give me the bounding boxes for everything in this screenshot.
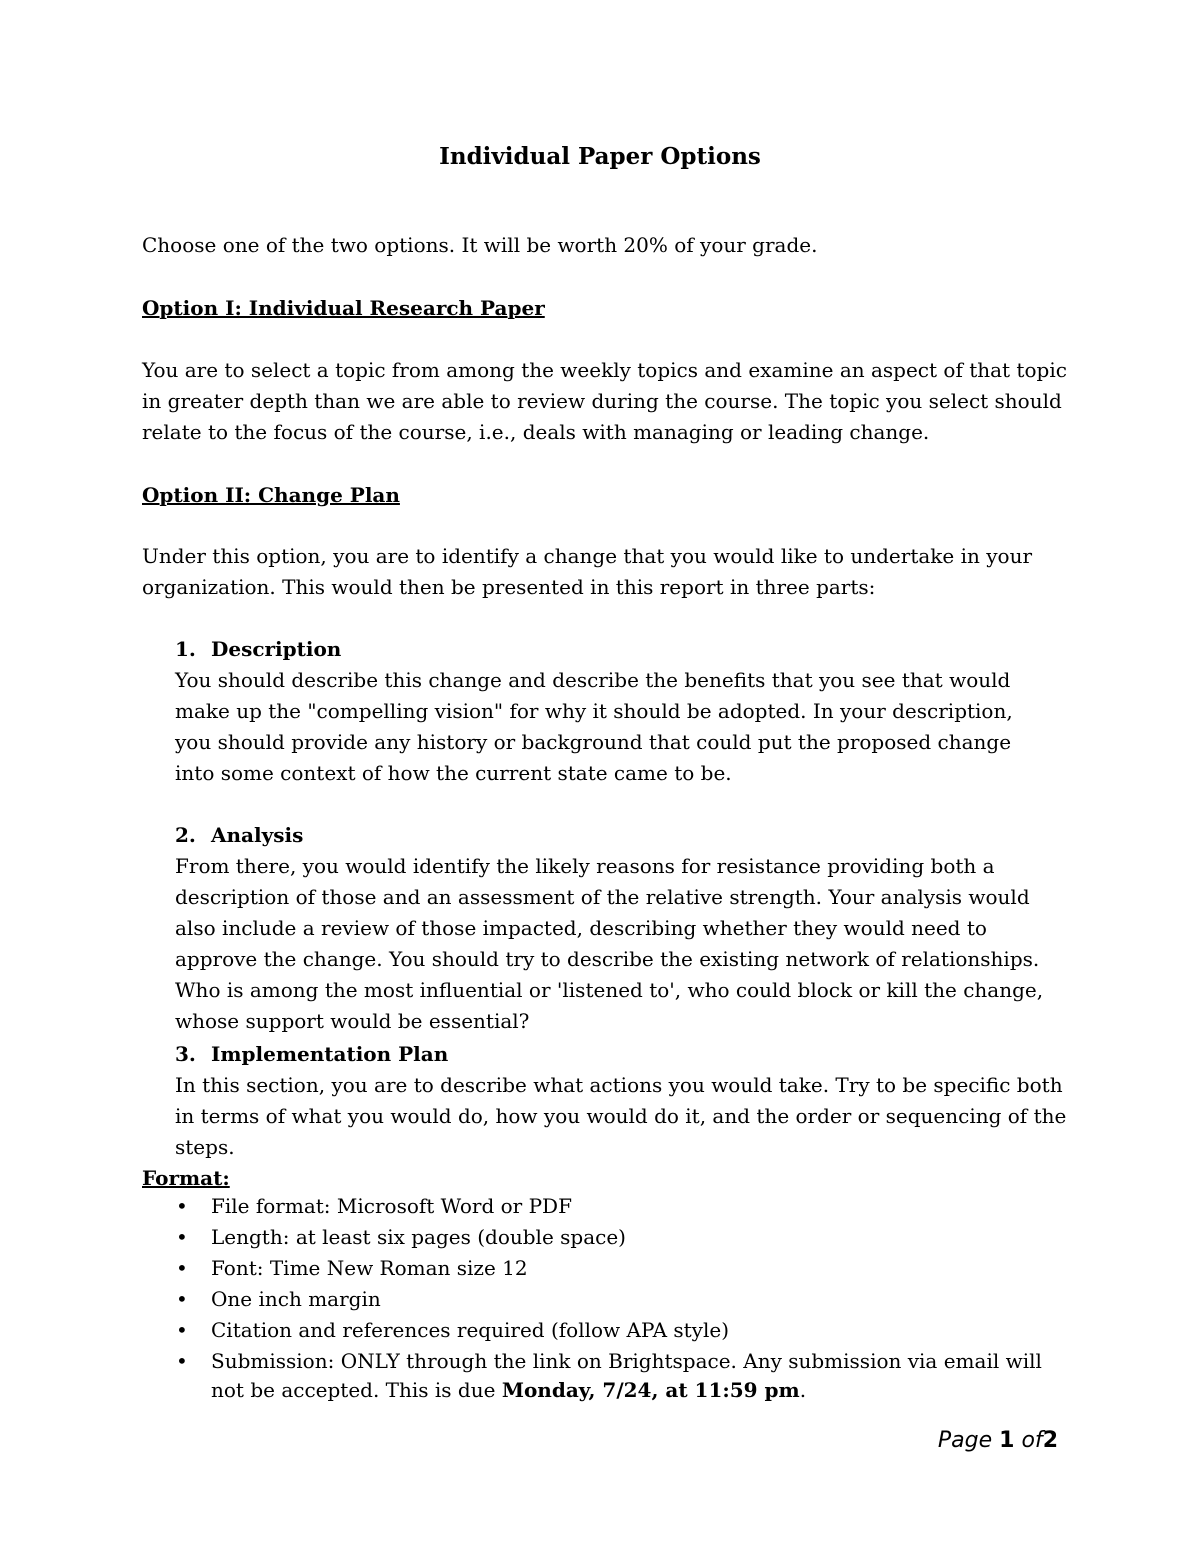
bullet-icon: • <box>176 1318 188 1342</box>
format-item-file: File format: Microsoft Word or PDF <box>211 1194 572 1218</box>
format-item-length: Length: at least six pages (double space) <box>211 1225 626 1249</box>
of-word: of <box>1021 1428 1043 1453</box>
format-item-font: Font: Time New Roman size 12 <box>211 1256 528 1280</box>
format-heading: Format: <box>142 1166 230 1190</box>
bullet-icon: • <box>176 1349 188 1373</box>
bullet-icon: • <box>176 1287 188 1311</box>
bullet-icon: • <box>176 1256 188 1280</box>
part1-heading: Description <box>211 637 342 661</box>
format-item-submission <box>211 1347 1071 1405</box>
format-item-margin: One inch margin <box>211 1287 381 1311</box>
due-date: Monday, 7/24, at 11:59 pm <box>501 1378 800 1402</box>
intro-paragraph: Choose one of the two options. It will be worth 20% of your grade. <box>142 233 818 257</box>
part3-body: In this section, you are to describe what actions you would take. Try to be specific both in terms of what you would do, how you would do it, and the order or sequencing of the steps. <box>175 1073 1067 1159</box>
bullet-icon: • <box>176 1225 188 1249</box>
submission-end: . <box>799 1378 807 1402</box>
option1-body: You are to select a topic from among the weekly topics and examine an aspect of that topic in greater depth than we are able to review during the course. The topic you select should relate to the focus of the course, i.e., deals with managing or leading change. <box>142 358 1067 444</box>
part3-number: 3. <box>175 1042 196 1066</box>
option2-body: Under this option, you are to identify a change that you would like to undertake in your organization. This would then be presented in this report in three parts: <box>142 544 1033 599</box>
page-title: Individual Paper Options <box>439 143 761 170</box>
option2-heading: Option II: Change Plan <box>142 483 400 507</box>
page-word: Page <box>937 1428 993 1453</box>
submission-text: Submission: ONLY through the link on Brightspace. Any submission via email will not be accepted. This is due <box>211 1349 1042 1402</box>
part1-body: You should describe this change and describe the benefits that you see that would make up the "compelling vision" for why it should be adopted. In your description, you should provide any history or background that could put the proposed change into some context of how the current state came to be. <box>175 668 1013 785</box>
option1-heading: Option I: Individual Research Paper <box>142 296 545 320</box>
current-page: 1 <box>999 1428 1015 1453</box>
page-number <box>938 1428 1058 1453</box>
part2-body: From there, you would identify the likely reasons for resistance providing both a description of those and an assessment of the relative strength. Your analysis would also include a review of those impacted, describing whether they would need to approve the change. You should try to describe the existing network of relationships. Who is among the most influential or 'listened to', who could block or kill the change, whose support would be essential? <box>175 854 1044 1033</box>
total-pages: 2 <box>1042 1428 1058 1453</box>
format-item-citation: Citation and references required (follow APA style) <box>211 1318 729 1342</box>
bullet-icon: • <box>176 1194 188 1218</box>
part3-heading: Implementation Plan <box>211 1042 449 1066</box>
part2-number: 2. <box>175 823 196 847</box>
part1-number: 1. <box>175 637 196 661</box>
part2-heading: Analysis <box>211 823 304 847</box>
